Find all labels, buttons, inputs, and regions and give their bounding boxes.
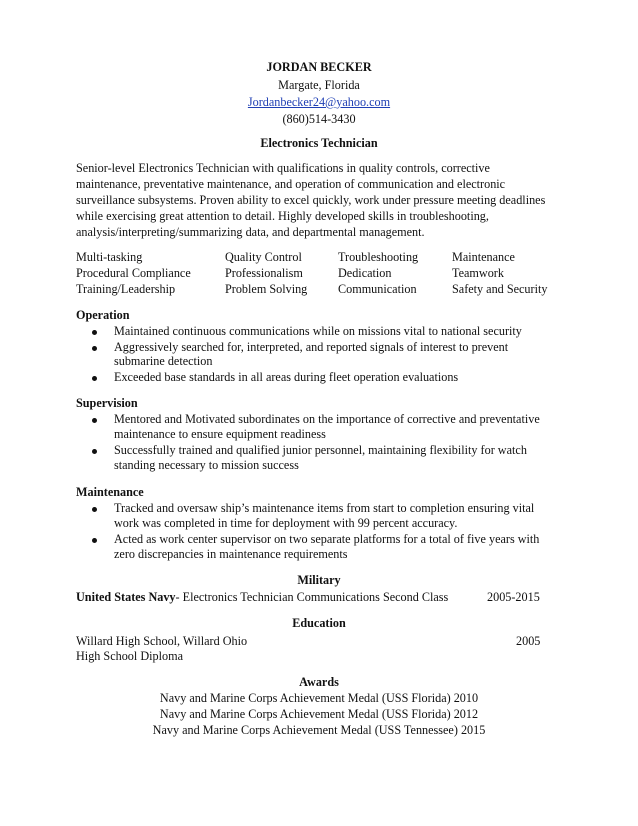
- skill-item: Troubleshooting: [338, 250, 419, 264]
- bullet-text: maintenance to ensure equipment readiness: [114, 427, 326, 441]
- skill-item: Teamwork: [452, 266, 504, 280]
- education-school: Willard High School, Willard Ohio: [76, 634, 248, 648]
- bullet-icon: [92, 500, 98, 516]
- summary-line: surveillance subsystems. Proven ability to excel quickly, work under pressure meeting deadlines: [76, 193, 546, 207]
- bullet-text: Successfully trained and qualified junior personnel, maintaining flexibility for watch: [114, 443, 527, 457]
- candidate-email-row: [0, 95, 638, 110]
- skill-item: Procedural Compliance: [76, 266, 191, 280]
- section-heading-education: Education: [292, 616, 346, 630]
- military-entry: [76, 589, 448, 605]
- skill-item: Communication: [338, 282, 417, 296]
- section-heading-supervision: Supervision: [76, 396, 138, 410]
- bullet-text: Mentored and Motivated subordinates on the importance of corrective and preventative: [114, 412, 540, 426]
- candidate-email-link[interactable]: Jordanbecker24@yahoo.com: [247, 95, 391, 109]
- skill-item: Training/Leadership: [76, 282, 176, 296]
- military-org: United States Navy: [76, 590, 176, 604]
- bullet-icon: [92, 339, 98, 355]
- bullet-text: Acted as work center supervisor on two separate platforms for a total of five years with: [114, 532, 540, 546]
- candidate-phone: (860)514-3430: [282, 112, 356, 126]
- skill-item: Quality Control: [225, 250, 302, 264]
- bullet-text: zero discrepancies in maintenance requirements: [114, 547, 348, 561]
- section-heading-awards: Awards: [299, 675, 339, 689]
- bullet-text: standing necessary to mission success: [114, 458, 299, 472]
- skill-item: Safety and Security: [452, 282, 548, 296]
- candidate-location: Margate, Florida: [278, 78, 360, 92]
- summary-line: while exercising great attention to detail. Highly developed skills in troubleshooting,: [76, 209, 489, 223]
- award-item: Navy and Marine Corps Achievement Medal (USS Florida) 2010: [159, 691, 479, 705]
- summary-line: maintenance, preventative maintenance, and operation of communication and electronic: [76, 177, 506, 191]
- award-item: Navy and Marine Corps Achievement Medal (USS Tennessee) 2015: [152, 723, 486, 737]
- military-role: - Electronics Technician Communications Second Class: [175, 590, 449, 604]
- military-years: 2005-2015: [487, 590, 540, 604]
- section-heading-military: Military: [297, 573, 341, 587]
- education-diploma: High School Diploma: [76, 649, 183, 663]
- education-year: 2005: [516, 634, 541, 648]
- skill-item: Problem Solving: [225, 282, 308, 296]
- summary-line: Senior-level Electronics Technician with qualifications in quality controls, corrective: [76, 161, 490, 175]
- bullet-text: Maintained continuous communications while on missions vital to national security: [114, 324, 522, 338]
- bullet-text: Aggressively searched for, interpreted, and reported signals of interest to prevent: [114, 340, 509, 354]
- award-item: Navy and Marine Corps Achievement Medal (USS Florida) 2012: [159, 707, 479, 721]
- bullet-icon: [92, 369, 98, 385]
- bullet-text: Exceeded base standards in all areas during fleet operation evaluations: [114, 370, 459, 384]
- bullet-icon: [92, 323, 98, 339]
- skill-item: Professionalism: [225, 266, 303, 280]
- skill-item: Maintenance: [452, 250, 515, 264]
- section-heading-operation: Operation: [76, 308, 130, 322]
- summary-line: analysis/interpreting/summarizing data, and departmental management.: [76, 225, 425, 239]
- candidate-name: JORDAN BECKER: [266, 60, 372, 74]
- bullet-icon: [92, 411, 98, 427]
- bullet-icon: [92, 531, 98, 547]
- section-heading-maintenance: Maintenance: [76, 485, 144, 499]
- job-title: Electronics Technician: [260, 136, 378, 150]
- bullet-text: Tracked and oversaw ship’s maintenance items from start to completion ensuring vital: [114, 501, 535, 515]
- skill-item: Multi-tasking: [76, 250, 143, 264]
- bullet-text: submarine detection: [114, 354, 213, 368]
- bullet-icon: [92, 442, 98, 458]
- bullet-text: work was completed in time for deployment with 99 percent accuracy.: [114, 516, 458, 530]
- skill-item: Dedication: [338, 266, 392, 280]
